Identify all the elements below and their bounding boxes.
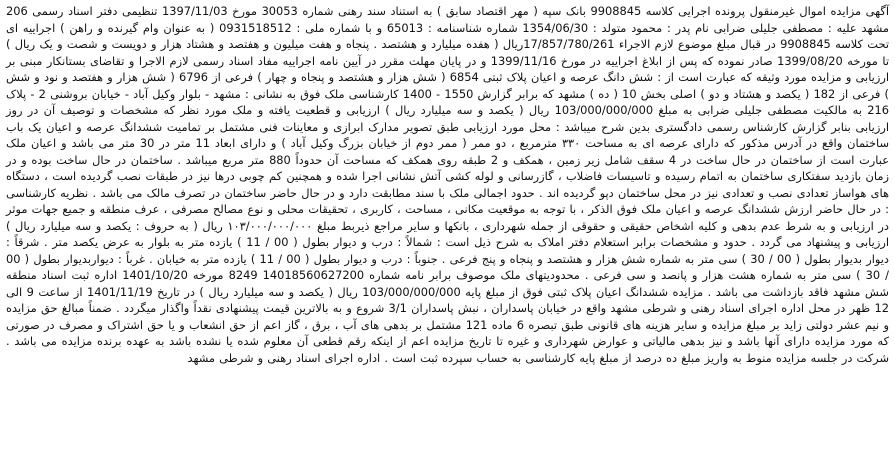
notice-body-text: آگهی مزایده اموال غیرمنقول پرونده اجرایی کلاسه 9908845 بانک سپه ( مهر اقتصاد سابق ) به استناد سند رهنی شماره 30053 مورخ 1397/11/03 تنظیمی دفتر اسناد رسمی 206 مشهد علیه : مصطفی جلیلی ضرابی نام پدر : محمود متولد : 1354/06/30 شماره شناسنامه : 65013 و با شماره ملی : 0931518512 ( به عنوان وام گیرنده و راهن ) اجراییه ای تحت کلاسه 9908845 در قبال مبلغ موضوع لازم الاجراء 17/857/780/261ریال ( هفده میلیارد و هشتصد . پنجاه و هفت میلیون و هفتصد و هشتاد هزار و دویست و شصت و یک ریال ) تا مورخه 1399/08/20 صادر نموده که پس از ابلاغ اجراییه در مورخ 1399/11/16 و در پایان مهلت مقرر در آیین نامه اجراییه مفاد اسناد رسمی لازم الاجرا و تقاضای بستانکار مبنی بر ارزیابی و مزایده مورد وثیقه که عبارت است از : شش دانگ عرصه و اعیان پلاک ثبتی 6854 ( شش هزار و هشتصد و پنجاه و چهار ) فرعی از 6796 ( شش هزار و هفتصد و نود و شش ) فرعی از 182 ( یکصد و هشتاد و دو ) اصلی بخش 10 ( ده ) مشهد که برابر گزارش 1550 - 1400 کارشناسی ملک فوق به نشانی : مشهد - بلوار وکیل آباد - خیابان بروشنی 2 - پلاک 216 به مالکیت مصطفی جلیلی ضرابی به مبلغ 103/000/000/000 ریال ( یکصد و سه میلیارد ریال ) ارزیابی و قطعیت یافته و ملک مورد نظر که مشخصات و توصیف آن در روز ارزیابی بنابر گزارش کارشناس رسمی دادگستری بدین شرح میباشد : محل مورد ارزیابی طبق تصویر مدارک ابرازی و معاینات فنی مشتمل بر تمامیت ششدانگ عرصه و اعیان یک باب ساختمان واقع در آدرس مذکور که دارای عرصه ای به مساحت ۳۳۰ مترمربع ، دو ممر ( ممر دوم از خیابان بزرگ وکیل آباد ) و دارای ابعاد 11 متر در 30 متر می باشد و اعیان ملک عبارت است از ساختمان در حال ساخت در 4 سقف شامل زیر زمین ، همکف و 2 طبقه روی همکف که مساحت آن حدوداً 880 متر مربع میباشد . ساختمان در حال ساخت بوده و در زمان بازدید سفتکاری ساختمان به اتمام رسیده و تاسیسات فاضلاب ، گازرسانی و لوله کشی آتش نشانی اجرا شده و همچنین کم چوبی درها نیز در طبقات نصب گردیده است ، دستگاه های هواساز تعدادی نصب و تعدادی نیز در محل ساختمان دپو گردیده اند . حدود اجمالی ملک با سند مطابقت دارد و در حال حاضر ساختمان در تصرف مالک می باشد . نظریه کارشناسی : در حال حاضر ارزش ششدانگ عرصه و اعیان ملک فوق الذکر ، با توجه به موقعیت مکانی ، مساحت ، کاربری ، تحقیقات محلی و نوع مصالح مصرفی ، عرف منطقه و جمیع جهات موثر در ارزیابی و به شرط عدم بدهی و کلیه اشخاص حقیقی و حقوقی از جمله شهرداری ، بانکها و سایر مراجع ذیربط مبلغ ۱۰۳/۰۰۰/۰۰۰/۰۰۰ ریال ( به حروف : یکصد و سه میلیارد ریال ) ارزیابی و پیشنهاد می گردد . حدود و مشخصات برابر استعلام دفتر املاک به شرح ذیل است : شمالاً : درب و دیوار بطول ( 00 / 11 ) یازده متر به بلوار به عرض یکصد متر . شرقاً : دیوار بدیوار بطول ( 00 / 30 ) سی متر به شماره شش هزار و هشتصد و پنجاه و پنج فرعی . جنوباً : درب و دیوار بطول ( 00 / 11 ) یازده متر به خیابان . غرباً : دیواربدیوار بطول ( 00 / 30 ) سی متر به شماره هشت هزار و پانصد و سی فرعی . محدودیتهای ملک موصوف برابر نامه شماره 14018560627200 8249 مورخه 1401/10/20 اداره ثبت اسناد منطقه شش مشهد فاقد بازداشت می باشد . مزایده ششدانگ اعیان پلاک ثبتی فوق از مبلغ پایه 103/000/000/000 ریال ( یکصد و سه میلیارد ریال ) در تاریخ 1401/11/19 از ساعت 9 الی 12 ظهر در محل اداره اجرای اسناد رهنی و شرطی مشهد واقع در خیابان پاسداران ، نبش پاسداران 3/1 شروع و به بالاترین قیمت پیشنهادی نقداً واگذار میگردد . ضمناً مبالغ حق مزایده و نیم عشر دولتی زاید بر مبلغ مزایده و سایر هزینه های قانونی طبق تبصره 6 ماده 121 مشتمل بر بدهی های آب ، برق ، گاز اعم از حق انشعاب و یا حق اشتراک و مصرف در صورتی که مورد مزایده دارای آنها باشد و نیز بدهی مالیاتی و عوارض شهرداری و غیره تا تاریخ مزایده اعم از اینکه رقم قطعی آن معلوم شده یا نشده باشد به عهده برنده مزایده می باشد . شرکت در جلسه مزایده منوط به واریز مبلغ ده درصد از مبلغ پایه کارشناسی به حساب سپرده ثبت است . اداره اجرای اسناد رهنی و شرطی مشهد: [6, 4, 890, 365]
